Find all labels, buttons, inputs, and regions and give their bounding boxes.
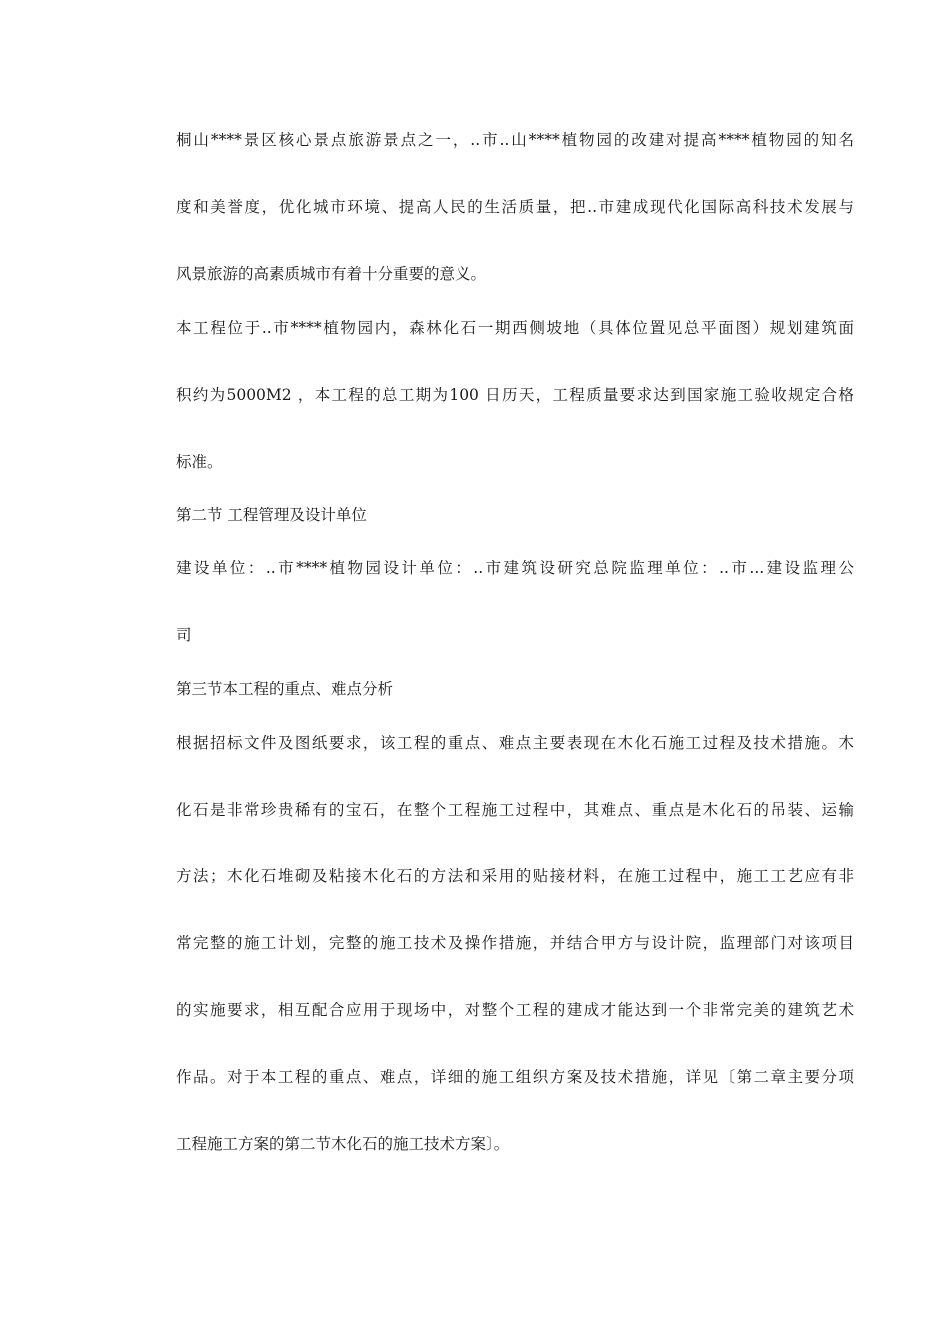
- paragraph-line: 司: [176, 626, 192, 644]
- paragraph-line: 建设单位：..市****植物园设计单位：..市建筑设研究总院监理单位：..市...建设监理公: [176, 559, 854, 577]
- paragraph-line: 化石是非常珍贵稀有的宝石，在整个工程施工过程中，其难点、重点是木化石的吊装、运输: [176, 801, 854, 819]
- paragraph-line: 风景旅游的高素质城市有着十分重要的意义。: [176, 265, 487, 283]
- paragraph-line: 本工程位于..市****植物园内，森林化石一期西侧坡地（具体位置见总平面图）规划建筑面: [176, 319, 854, 337]
- paragraph-line: 常完整的施工计划，完整的施工技术及操作措施，并结合甲方与设计院，监理部门对该项目: [176, 934, 854, 952]
- paragraph-line: 方法；木化石堆砌及粘接木化石的方法和采用的贴接材料，在施工过程中，施工工艺应有非: [176, 867, 854, 885]
- section-heading: 第三节本工程的重点、难点分析: [176, 680, 394, 698]
- section-heading: 第二节 工程管理及设计单位: [176, 506, 367, 524]
- paragraph-line: 度和美誉度，优化城市环境、提高人民的生活质量，把..市建成现代化国际高科技术发展与: [176, 198, 854, 216]
- paragraph-line: 桐山****景区核心景点旅游景点之一，..市..山****植物园的改建对提高****植物园的知名: [176, 131, 854, 149]
- paragraph-line: 积约为5000M2 ，本工程的总工期为100 日历天，工程质量要求达到国家施工验收规定合格: [176, 386, 854, 404]
- paragraph-line: 作品。对于本工程的重点、难点，详细的施工组织方案及技术措施，详见〔第二章主要分项: [176, 1068, 854, 1086]
- paragraph-line: 的实施要求，相互配合应用于现场中，对整个工程的建成才能达到一个非常完美的建筑艺术: [176, 1001, 854, 1019]
- paragraph-line: 工程施工方案的第二节木化石的施工技术方案〕。: [176, 1135, 510, 1153]
- paragraph-line: 标准。: [176, 453, 223, 471]
- paragraph-line: 根据招标文件及图纸要求，该工程的重点、难点主要表现在木化石施工过程及技术措施。木: [176, 734, 854, 752]
